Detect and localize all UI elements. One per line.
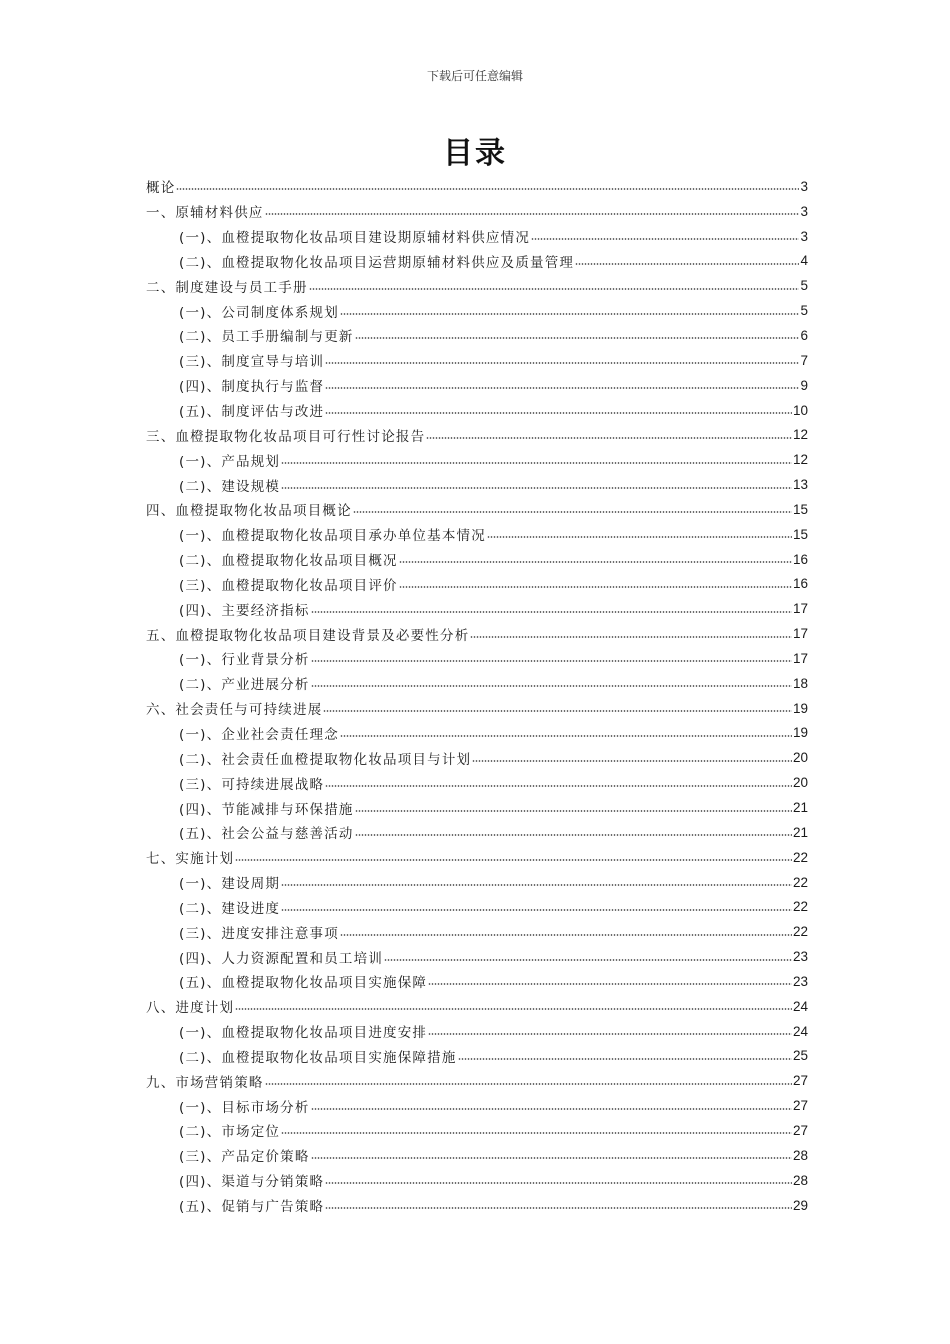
toc-entry[interactable] [146,1118,808,1143]
toc-entry-label: (二)、市场定位 [179,1124,281,1141]
toc-dot-leader [470,636,792,638]
toc-dot-leader [426,437,792,439]
toc-dot-leader [384,959,792,961]
toc-entry[interactable] [146,1068,808,1093]
toc-entry-page: 6 [800,327,808,343]
toc-entry-page: 23 [792,949,808,965]
toc-entry[interactable] [146,1193,808,1218]
toc-dot-leader [340,934,792,936]
toc-entry-page: 17 [792,601,808,617]
toc-dot-leader [458,1058,792,1060]
toc-entry-page: 21 [792,800,808,816]
toc-dot-leader [311,685,792,687]
toc-dot-leader [487,536,792,538]
toc-entry-label: (二)、建设规模 [179,478,281,495]
toc-entry[interactable] [146,1044,808,1069]
toc-dot-leader [311,1157,792,1159]
toc-entry-label: (一)、目标市场分析 [179,1099,310,1116]
toc-dot-leader [235,1008,792,1010]
toc-entry-page: 29 [792,1197,808,1213]
toc-entry-label: (二)、员工手册编制与更新 [179,329,354,346]
toc-entry-label: (五)、促销与广告策略 [179,1199,325,1216]
toc-entry[interactable] [146,348,808,373]
toc-dot-leader [340,735,792,737]
toc-entry-page: 15 [792,501,808,517]
toc-dot-leader [311,660,792,662]
toc-entry-label: (一)、公司制度体系规划 [179,304,339,321]
toc-entry-label: (四)、渠道与分销策略 [179,1174,325,1191]
toc-entry-label: (一)、行业背景分析 [179,652,310,669]
toc-entry[interactable] [146,572,808,597]
toc-entry-label: (四)、节能减排与环保措施 [179,801,354,818]
toc-dot-leader [265,213,800,215]
toc-entry-label: (四)、制度执行与监督 [179,379,325,396]
toc-entry-page: 4 [800,253,808,269]
toc-dot-leader [325,785,792,787]
toc-dot-leader [472,760,792,762]
toc-dot-leader [428,1033,792,1035]
toc-entry-page: 16 [792,576,808,592]
toc-entry-page: 15 [792,526,808,542]
toc-dot-leader [340,313,800,315]
toc-entry-label: (一)、建设周期 [179,876,281,893]
toc-entry[interactable] [146,721,808,746]
toc-entry-label: (三)、制度宣导与培训 [179,354,325,371]
toc-entry-label: (四)、主要经济指标 [179,602,310,619]
page-header: 下载后可任意编辑 [426,69,523,83]
toc-entry-label: (五)、制度评估与改进 [179,404,325,421]
toc-entry[interactable] [146,919,808,944]
toc-entry-page: 9 [800,377,808,393]
toc-entry-label: (四)、人力资源配置和员工培训 [179,950,384,967]
toc-dot-leader [325,362,799,364]
toc-dot-leader [531,238,799,240]
toc-entry[interactable] [146,174,808,199]
toc-entry-page: 24 [792,998,808,1014]
toc-entry[interactable] [146,596,808,621]
toc-entry[interactable] [146,323,808,348]
toc-entry-page: 21 [792,824,808,840]
toc-entry[interactable] [146,845,808,870]
toc-entry-label: 概论 [146,180,176,197]
toc-dot-leader [355,810,792,812]
toc-entry-page: 19 [792,700,808,716]
toc-entry-page: 5 [800,303,808,319]
toc-entry[interactable] [146,472,808,497]
toc-entry[interactable] [146,447,808,472]
toc-dot-leader [355,337,800,339]
toc-entry-label: (三)、产品定价策略 [179,1149,310,1166]
toc-entry-page: 24 [792,1023,808,1039]
toc-dot-leader [325,1207,792,1209]
toc-entry[interactable] [146,1093,808,1118]
toc-dot-leader [235,859,792,861]
toc-entry-page: 28 [792,1172,808,1188]
toc-entry-page: 16 [792,551,808,567]
toc-entry[interactable] [146,621,808,646]
toc-dot-leader [355,834,792,836]
toc-entry-page: 17 [792,626,808,642]
table-of-contents [146,174,808,1217]
toc-entry-page: 22 [792,899,808,915]
toc-entry[interactable] [146,422,808,447]
toc-entry-label: (二)、建设进度 [179,900,281,917]
toc-entry-page: 3 [800,178,808,194]
toc-entry-label: (一)、血橙提取物化妆品项目建设期原辅材料供应情况 [179,230,531,247]
toc-entry[interactable] [146,497,808,522]
toc-dot-leader [265,1083,792,1085]
toc-entry-label: (二)、社会责任血橙提取物化妆品项目与计划 [179,751,472,768]
toc-dot-leader [309,288,800,290]
toc-entry-label: (二)、产业进展分析 [179,677,310,694]
toc-entry-label: 二、制度建设与员工手册 [146,279,308,296]
toc-entry-label: (五)、社会公益与慈善活动 [179,826,354,843]
toc-entry[interactable] [146,1168,808,1193]
toc-dot-leader [399,586,792,588]
toc-entry[interactable] [146,398,808,423]
toc-entry-page: 27 [792,1073,808,1089]
toc-entry[interactable] [146,944,808,969]
toc-entry-label: (三)、血橙提取物化妆品项目评价 [179,577,398,594]
toc-entry[interactable] [146,522,808,547]
toc-entry[interactable] [146,199,808,224]
toc-entry-page: 22 [792,924,808,940]
page-title: 目录 [443,136,507,171]
toc-entry-page: 12 [792,452,808,468]
toc-entry-page: 23 [792,973,808,989]
toc-entry[interactable] [146,795,808,820]
toc-dot-leader [176,188,799,190]
toc-entry-page: 17 [792,650,808,666]
toc-dot-leader [325,1182,792,1184]
toc-dot-leader [311,1108,792,1110]
toc-entry-label: (二)、血橙提取物化妆品项目概况 [179,553,398,570]
toc-dot-leader [353,511,792,513]
toc-dot-leader [323,710,792,712]
toc-entry-label: (一)、血橙提取物化妆品项目承办单位基本情况 [179,528,486,545]
toc-dot-leader [428,983,792,985]
toc-entry-label: 八、进度计划 [146,1000,235,1017]
toc-entry[interactable] [146,745,808,770]
toc-entry-label: 四、血橙提取物化妆品项目概论 [146,503,352,520]
toc-entry[interactable] [146,224,808,249]
toc-entry-label: (二)、血橙提取物化妆品项目实施保障措施 [179,1049,457,1066]
toc-entry-page: 20 [792,750,808,766]
toc-entry-label: (三)、进度安排注意事项 [179,925,339,942]
toc-entry[interactable] [146,373,808,398]
toc-entry-label: 六、社会责任与可持续进展 [146,702,323,719]
toc-dot-leader [281,1132,792,1134]
toc-entry[interactable] [146,994,808,1019]
toc-entry[interactable] [146,298,808,323]
toc-dot-leader [325,412,792,414]
toc-entry-label: 五、血橙提取物化妆品项目建设背景及必要性分析 [146,627,470,644]
toc-entry-page: 3 [800,203,808,219]
toc-entry-page: 7 [800,352,808,368]
toc-dot-leader [281,487,792,489]
toc-entry-page: 28 [792,1147,808,1163]
toc-entry[interactable] [146,894,808,919]
toc-dot-leader [575,263,799,265]
toc-entry-page: 22 [792,874,808,890]
toc-entry-page: 12 [792,427,808,443]
toc-entry[interactable] [146,249,808,274]
toc-entry-page: 22 [792,849,808,865]
toc-entry-page: 3 [800,228,808,244]
toc-entry-label: (三)、可持续进展战略 [179,776,325,793]
toc-entry-page: 5 [800,278,808,294]
toc-entry[interactable] [146,273,808,298]
toc-dot-leader [399,561,792,563]
toc-entry-label: 七、实施计划 [146,851,235,868]
toc-dot-leader [325,387,799,389]
toc-entry-label: 九、市场营销策略 [146,1074,264,1091]
toc-entry-label: 一、原辅材料供应 [146,205,264,222]
toc-entry[interactable] [146,646,808,671]
toc-entry-label: (二)、血橙提取物化妆品项目运营期原辅材料供应及质量管理 [179,254,575,271]
toc-entry-label: (一)、血橙提取物化妆品项目进度安排 [179,1025,428,1042]
toc-dot-leader [281,462,792,464]
toc-entry-page: 18 [792,675,808,691]
toc-entry-page: 27 [792,1122,808,1138]
toc-entry-page: 27 [792,1098,808,1114]
toc-entry[interactable] [146,770,808,795]
toc-entry-label: (一)、产品规划 [179,453,281,470]
toc-entry-label: (五)、血橙提取物化妆品项目实施保障 [179,975,428,992]
toc-entry[interactable] [146,547,808,572]
toc-dot-leader [281,909,792,911]
toc-entry-page: 10 [792,402,808,418]
toc-entry[interactable] [146,671,808,696]
toc-entry-label: (一)、企业社会责任理念 [179,726,339,743]
toc-entry[interactable] [146,696,808,721]
toc-entry-page: 25 [792,1048,808,1064]
toc-entry-label: 三、血橙提取物化妆品项目可行性讨论报告 [146,428,426,445]
toc-entry-page: 20 [792,775,808,791]
toc-entry[interactable] [146,870,808,895]
toc-entry-page: 19 [792,725,808,741]
toc-entry-page: 13 [792,477,808,493]
toc-entry[interactable] [146,1143,808,1168]
toc-entry[interactable] [146,1019,808,1044]
toc-dot-leader [281,884,792,886]
toc-entry[interactable] [146,820,808,845]
toc-dot-leader [311,611,792,613]
toc-entry[interactable] [146,969,808,994]
